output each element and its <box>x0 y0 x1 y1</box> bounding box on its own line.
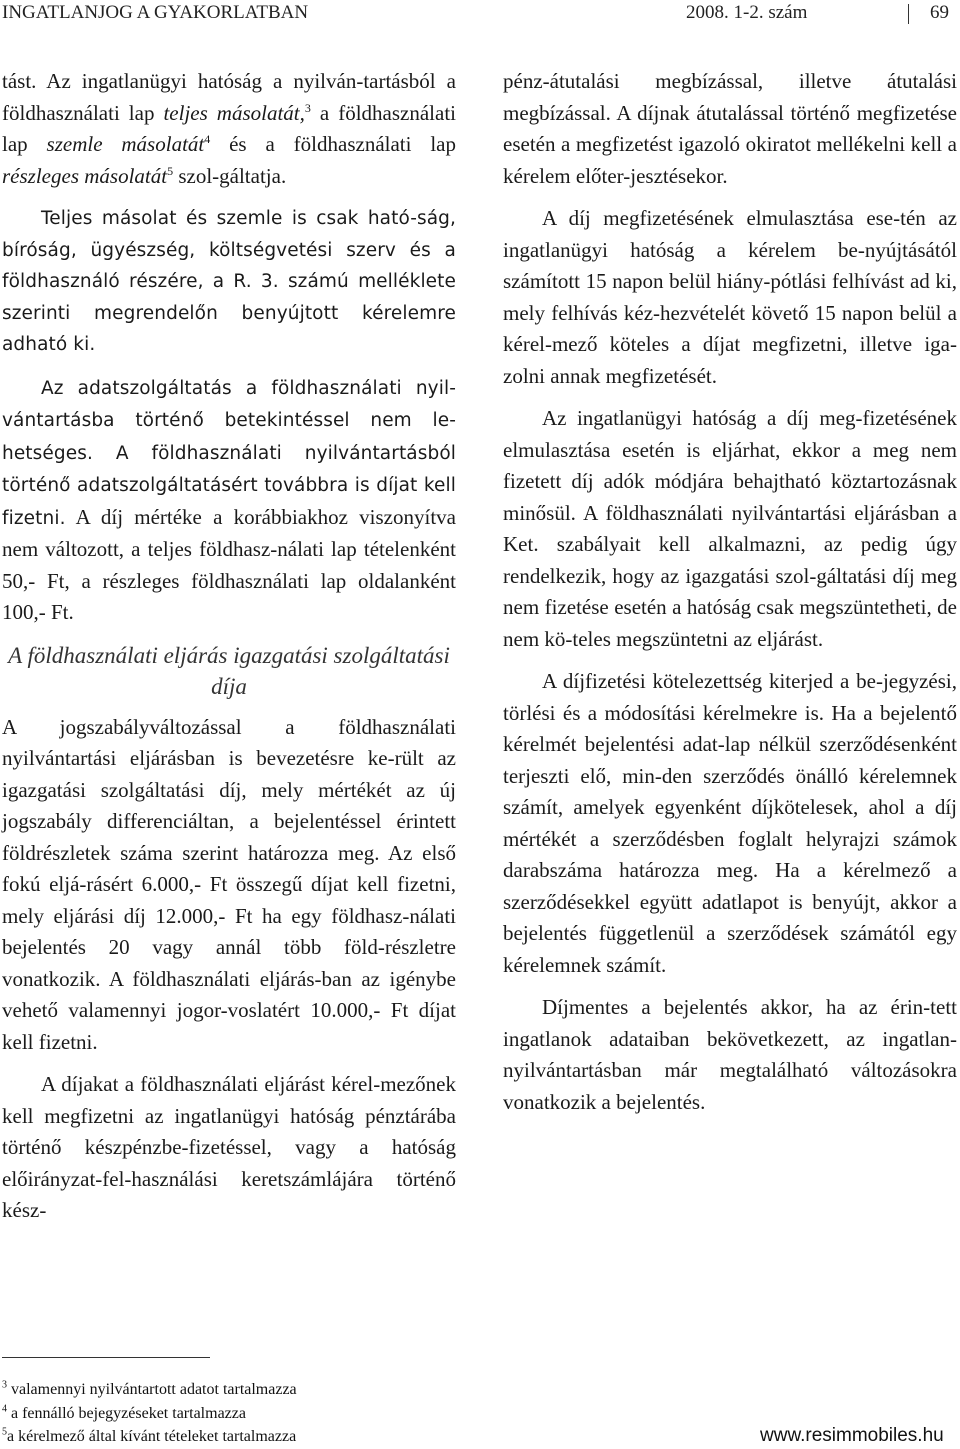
running-title: INGATLANJOG A GYAKORLATBAN <box>2 2 309 23</box>
paragraph-fee-intro: A jogszabályváltozással a földhasználati nyilvántartási eljárásban is bevezetésre ke-rült az igazgatási szolgáltatási díj, mely mértékét az új jogszabály differenciáltan, a bejelentéssel érintett földrészletek száma szerint határozza meg. Az első fokú eljá-rásért 6.000,- Ft összegű díjat kell fizetni, mely eljárási díj 12.000,- Ft ha egy földhasz-nálati bejelentés 20 vagy annál több föld-részletre vonatkozik. A földhasználati eljárás-ban az igénybe vehető valamennyi jogor-voslatért 10.000,- Ft díjat kell fizetni. <box>2 714 456 1054</box>
paragraph-fee-payment: A díjakat a földhasználati eljárást kérel-mezőnek kell megfizetni az ingatlanügyi hatóság pénztárába történő készpénzbe-fizetéssel, vagy a hatóság előirányzat-fel-használási keretszámlájára történő kész- <box>2 1072 456 1222</box>
footnote-mark: 3 <box>2 1379 7 1391</box>
paragraph-missed-payment: A díj megfizetésének elmulasztása ese-tén az ingatlanügyi hatóság a kérelem be-nyújtásától számított 15 napon belül hiány-pótlási felhívást ad ki, mely felhívás kéz-hezvételét követő 15 napon belül a kérel-mező köteles a díjat megfizetni, illetve iga-zolni annak megfizetését. <box>503 206 957 388</box>
website-url: www.resimmobiles.hu <box>760 1425 944 1446</box>
footnote-ref: 4 <box>204 132 211 146</box>
text-run: A díj mértéke a korábbiakhoz viszonyítva nem változott, a teljes földhasz-nálati lap tételenként 50,- Ft, a részleges földhasználati lap oldalanként 100,- Ft. <box>2 504 456 624</box>
footnote-text: a fennálló bejegyzéseket tartalmazza <box>11 1404 246 1422</box>
header-divider <box>908 4 909 24</box>
italic-term: szemle másolatát <box>46 132 205 156</box>
footnotes <box>2 1378 297 1449</box>
paragraph-full-copy: Teljes másolat és szemle is csak ható-ság, bíróság, ügyészség, költségvetési szerv és a földhasználó részére, a R. 3. számú melléklete szerinti megrendelőn benyújtott kérelemre adható ki. <box>2 208 456 355</box>
text-run: szol-gáltatja. <box>173 163 287 188</box>
text-run: tást. Az ingatlanügyi hatóság a nyilván-tartásból a földhasználati lap <box>2 69 456 125</box>
footnote-ref: 5 <box>167 163 174 178</box>
footnote-ref: 3 <box>304 100 311 115</box>
footnote <box>2 1378 297 1402</box>
text-run: a földhasználati lap <box>2 100 456 156</box>
footnote-mark: 4 <box>2 1403 7 1415</box>
paragraph-fee-scope: A díjfizetési kötelezettség kiterjed a be-jegyzési, törlési és a módosítási kérelmekre is. Ha a bejelentő kérelmét bejelentési adat-lap nélkül szerződésenként terjeszti elő, min-den szerződés önálló kérelemnek számít, amelyek egyenként díjkötelesek, ahol a díj mértékét a szerződésben foglalt helyrajzi számok darabszáma határozza meg. Ha a kérelmező a szerződésekkel együtt adatlapot is benyújt, akkor a bejelentés függetlenül a szerződések számától egy kérelemnek számít. <box>503 669 957 977</box>
paragraph-copy-types <box>2 66 456 192</box>
footnote <box>2 1425 297 1449</box>
paragraph-transfer: pénz-átutalási megbízással, illetve átutalási megbízással. A díjnak átutalással történő megfizetése esetén a megfizetést igazoló okiratot mellékelni kell a kérelem előter-jesztésekor. <box>503 69 957 188</box>
footnote-text: a kérelmező által kívánt tételeket tartalmazza <box>7 1428 297 1445</box>
page-header <box>0 0 960 36</box>
paragraph-authority-action: Az ingatlanügyi hatóság a díj meg-fizetésének elmulasztása esetén is eljárhat, ekkor a meg nem fizetett díj adók módjára behajtható köztartozásnak minősül. A földhasználati nyilvántartási eljárásban a Ket. szabályait kell alkalmazni, az pedig úgy rendelkezik, hogy az igazgatási szol-gáltatási díj meg nem fizetése esetén a hatóság csak megszüntetheti, de nem kö-teles megszüntetni az eljárást. <box>503 406 957 651</box>
italic-term: teljes másolatát, <box>163 100 305 125</box>
footnote <box>2 1402 297 1426</box>
right-column <box>503 66 957 1129</box>
footnote-rule <box>2 1357 210 1358</box>
italic-term: részleges másolatát <box>2 163 168 188</box>
text-run: Az adatszolgáltatás a földhasználati nyil-vántartásba történő betekintéssel nem le-hetséges. <box>2 377 456 464</box>
footnote-mark: 5 <box>2 1426 7 1438</box>
footnote-text: valamennyi nyilvántartott adatot tartalmazza <box>11 1381 297 1398</box>
paragraph-data-service <box>2 372 456 629</box>
left-column <box>2 66 456 1238</box>
paragraph-exemption: Díjmentes a bejelentés akkor, ha az érin-tett ingatlanok adataiban bekövetkezett, az ingatlan-nyilvántartásban már megtalálható változásokra vonatkozik a bejelentés. <box>503 995 957 1114</box>
page-number: 69 <box>930 2 949 23</box>
text-run: és a földhasználati lap <box>210 132 456 156</box>
section-heading: A földhasználati eljárás igazgatási szolgáltatási díja <box>8 642 450 699</box>
issue-date: 2008. 1-2. szám <box>686 2 808 23</box>
text-run: A földhasználati nyilvántartásból történő adatszolgáltatásért továbbra is díjat kell fizetni. <box>2 442 456 529</box>
